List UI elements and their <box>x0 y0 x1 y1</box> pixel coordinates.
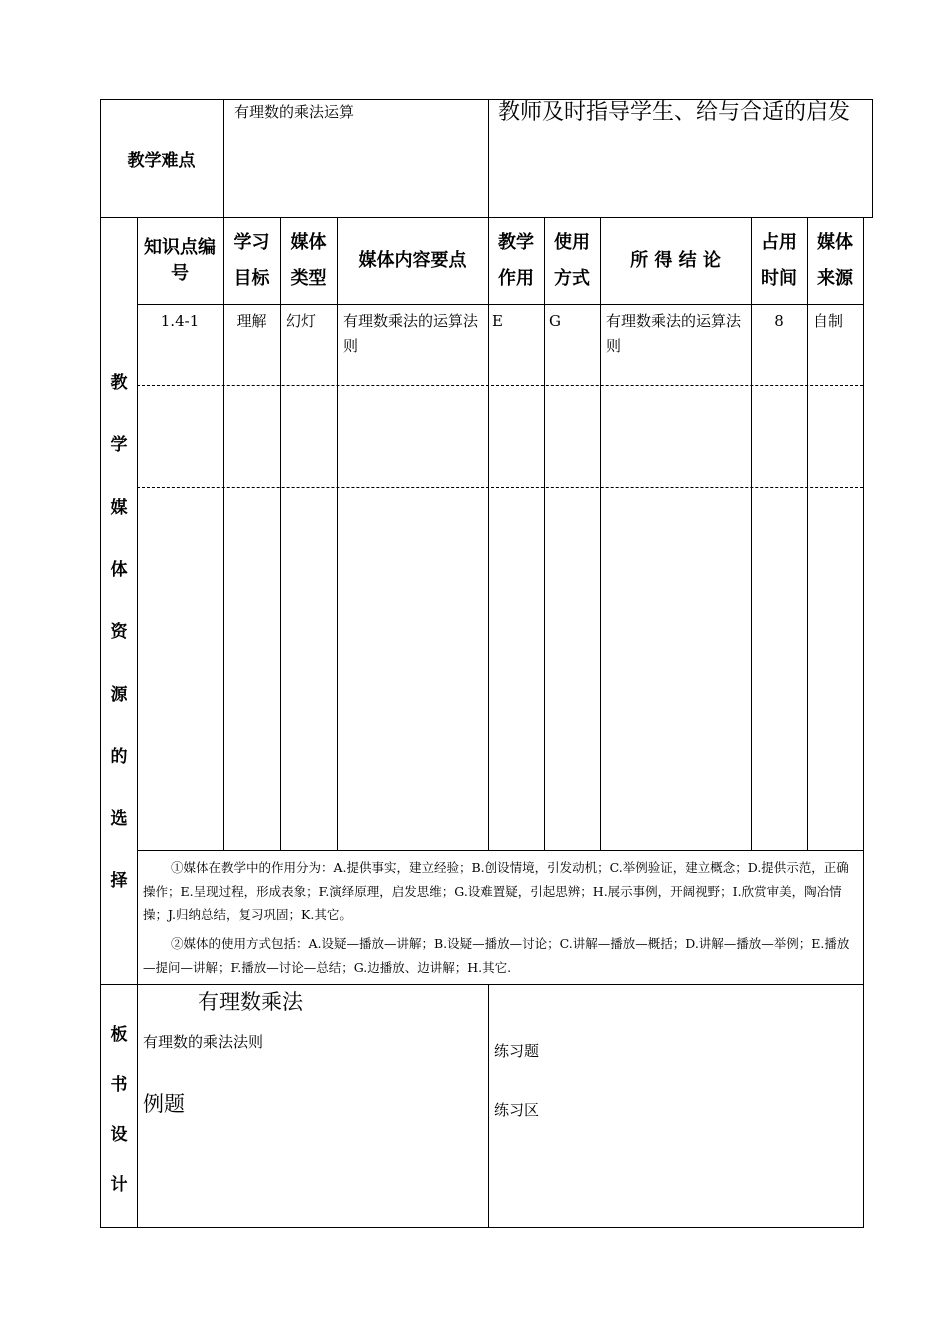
difficulty-strategy: 教师及时指导学生、给与合适的启发 <box>498 100 851 125</box>
media-col-divider <box>600 217 601 850</box>
cell-teaching-role: E <box>492 312 503 330</box>
cell-media-content: 有理数乘法的运算法则 <box>343 312 479 355</box>
media-col-divider <box>337 217 338 850</box>
media-col-divider <box>544 217 545 850</box>
header-media-type: 媒体类型 <box>290 231 327 289</box>
media-label-char: 学 <box>110 435 128 455</box>
media-role-note: ①媒体在教学中的作用分为：A.提供事实，建立经验；B.创设情境，引发动机；C.举例验证，建立概念；D.提供示范，正确操作；E.呈现过程，形成表象；F.演绎原理，启发思维；G.设难置疑，引起思辨；H.展示事例，开阔视野；I.欣赏审美，陶冶情操；J.归纳总结，复习巩固；K.其它。 <box>143 860 849 922</box>
difficulty-divider-1 <box>223 99 224 217</box>
board-label-char: 书 <box>110 1075 128 1095</box>
media-label-char: 选 <box>110 809 128 829</box>
board-divider <box>488 984 489 1227</box>
media-label-char: 教 <box>110 373 128 393</box>
media-label-char: 源 <box>110 685 128 705</box>
difficulty-content: 有理数的乘法运算 <box>234 103 355 121</box>
board-label-char: 计 <box>110 1175 128 1195</box>
cell-media-type: 幻灯 <box>286 312 317 330</box>
board-label-char: 板 <box>110 1025 128 1045</box>
media-label-char: 资 <box>110 622 128 642</box>
header-learning-goal: 学习目标 <box>233 231 270 289</box>
header-time: 占用时间 <box>761 231 797 289</box>
cell-usage-mode: G <box>549 312 561 330</box>
cell-source: 自制 <box>813 312 844 330</box>
media-label-char: 择 <box>110 871 128 891</box>
header-teaching-role: 教学作用 <box>498 231 534 289</box>
media-col-divider <box>488 217 489 850</box>
table-right-border <box>863 217 864 1227</box>
board-title: 有理数乘法 <box>198 990 303 1014</box>
cell-conclusion: 有理数乘法的运算法则 <box>606 312 742 355</box>
media-label-char: 的 <box>110 747 128 767</box>
media-grid-bottom-border <box>137 850 863 851</box>
header-conclusion: 所 得 结 论 <box>630 249 721 271</box>
difficulty-right-border <box>872 99 873 217</box>
media-row-dashed-divider <box>137 385 863 386</box>
media-usage-note: ②媒体的使用方式包括：A.设疑—播放—讲解；B.设疑—播放—讨论；C.讲解—播放—概括；D.讲解—播放—举例；E.播放—提问—讲解；F.播放—讨论—总结；G.边播放、边讲解；H.其它. <box>143 936 850 975</box>
board-label-char: 设 <box>110 1125 128 1145</box>
section-label-divider <box>137 217 138 1227</box>
board-exercise: 练习题 <box>494 1042 540 1060</box>
media-row-dashed-divider <box>137 487 863 488</box>
board-exercise-area: 练习区 <box>494 1101 540 1119</box>
cell-learning-goal: 理解 <box>236 312 267 330</box>
header-media-content: 媒体内容要点 <box>358 249 467 271</box>
media-header-bottom-border <box>137 304 863 305</box>
header-source: 媒体来源 <box>817 231 853 289</box>
table-bottom-border <box>100 1227 864 1228</box>
media-label-char: 媒 <box>110 498 128 518</box>
difficulty-label: 教学难点 <box>127 150 196 171</box>
cell-time: 8 <box>774 312 784 330</box>
header-knowledge-id: 知识点编号 <box>144 236 216 284</box>
header-usage-mode: 使用方式 <box>554 231 590 289</box>
board-top-border <box>100 984 863 985</box>
media-col-divider <box>807 217 808 850</box>
cell-knowledge-id: 1.4-1 <box>160 312 200 330</box>
difficulty-divider-2 <box>488 99 489 217</box>
table-left-border <box>100 99 101 1227</box>
media-col-divider <box>280 217 281 850</box>
board-rule: 有理数的乘法法则 <box>143 1033 264 1051</box>
media-label-char: 体 <box>110 560 128 580</box>
board-example: 例题 <box>143 1092 185 1116</box>
